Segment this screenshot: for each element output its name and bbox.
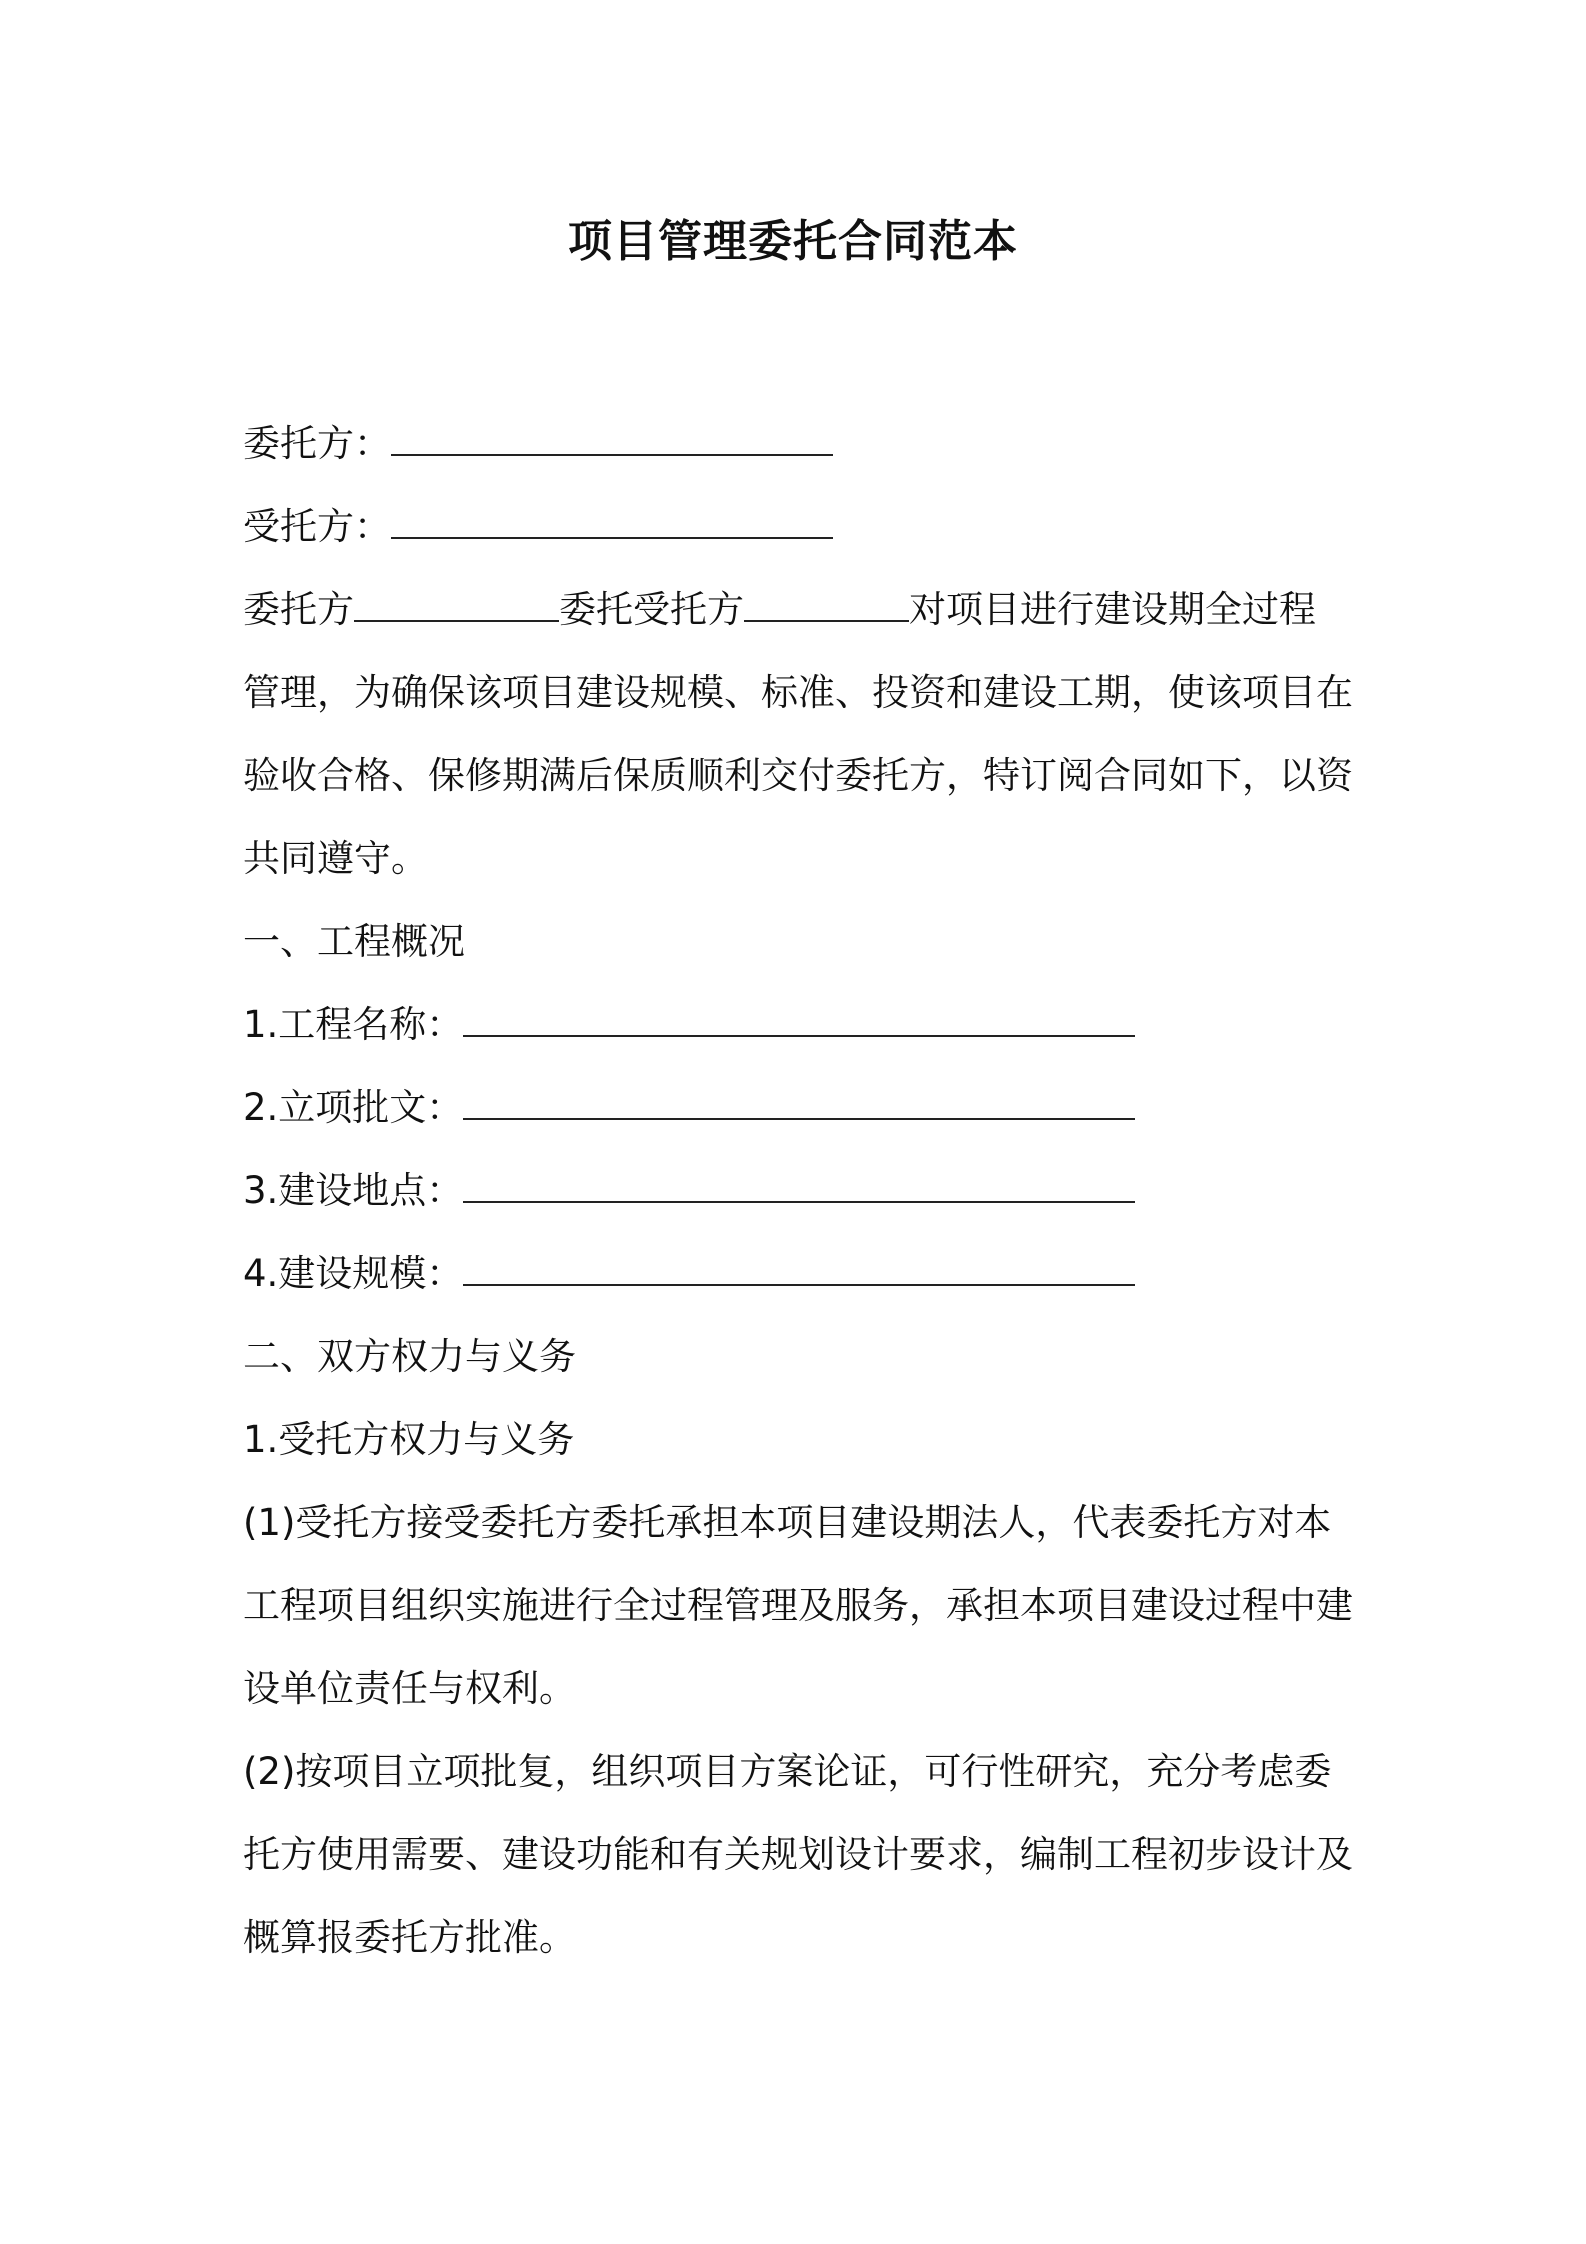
- field-location: [243, 1149, 1343, 1232]
- intro-text-part2: 委托受托方: [559, 588, 744, 631]
- field-blank: [463, 1088, 1135, 1120]
- field-scale: [243, 1232, 1343, 1315]
- item1-line-3: 设单位责任与权利。: [243, 1667, 576, 1710]
- section2-heading: 二、双方权力与义务: [243, 1335, 576, 1378]
- intro-trustee-blank: [744, 590, 909, 622]
- client-party-line: [243, 402, 1343, 485]
- field-label: 4.建设规模：: [243, 1252, 464, 1295]
- section1-heading: 一、工程概况: [243, 920, 465, 963]
- field-blank: [463, 1005, 1135, 1037]
- trustee-party-blank: [391, 507, 833, 539]
- trustee-party-label: 受托方：: [243, 505, 391, 548]
- intro-line-1: [243, 568, 1343, 651]
- intro-text-part1: 委托方: [243, 588, 354, 631]
- item1-line-1: (1)受托方接受委托方委托承担本项目建设期法人，代表委托方对本: [243, 1501, 1332, 1544]
- item2-line-2: 托方使用需要、建设功能和有关规划设计要求，编制工程初步设计及: [243, 1833, 1353, 1876]
- field-label: 3.建设地点：: [243, 1169, 464, 1212]
- item2-line-3: 概算报委托方批准。: [243, 1916, 576, 1959]
- client-party-blank: [391, 424, 833, 456]
- document-body: [243, 402, 1353, 1979]
- intro-line-2: 管理，为确保该项目建设规模、标准、投资和建设工期，使该项目在: [243, 671, 1353, 714]
- intro-client-blank: [354, 590, 559, 622]
- field-blank: [463, 1254, 1135, 1286]
- section2-sub-heading: 1.受托方权力与义务: [243, 1418, 575, 1461]
- intro-line-3: 验收合格、保修期满后保质顺利交付委托方，特订阅合同如下，以资: [243, 754, 1353, 797]
- trustee-party-line: [243, 485, 1343, 568]
- field-project-name: [243, 983, 1343, 1066]
- intro-line-4: 共同遵守。: [243, 837, 428, 880]
- document-title: 项目管理委托合同范本: [568, 216, 1018, 267]
- item1-line-2: 工程项目组织实施进行全过程管理及服务，承担本项目建设过程中建: [243, 1584, 1353, 1627]
- intro-text-part3: 对项目进行建设期全过程: [909, 588, 1316, 631]
- client-party-label: 委托方：: [243, 422, 391, 465]
- field-label: 2.立项批文：: [243, 1086, 464, 1129]
- field-approval-doc: [243, 1066, 1343, 1149]
- field-label: 1.工程名称：: [243, 1003, 464, 1046]
- item2-line-1: (2)按项目立项批复，组织项目方案论证，可行性研究，充分考虑委: [243, 1750, 1332, 1793]
- field-blank: [463, 1171, 1135, 1203]
